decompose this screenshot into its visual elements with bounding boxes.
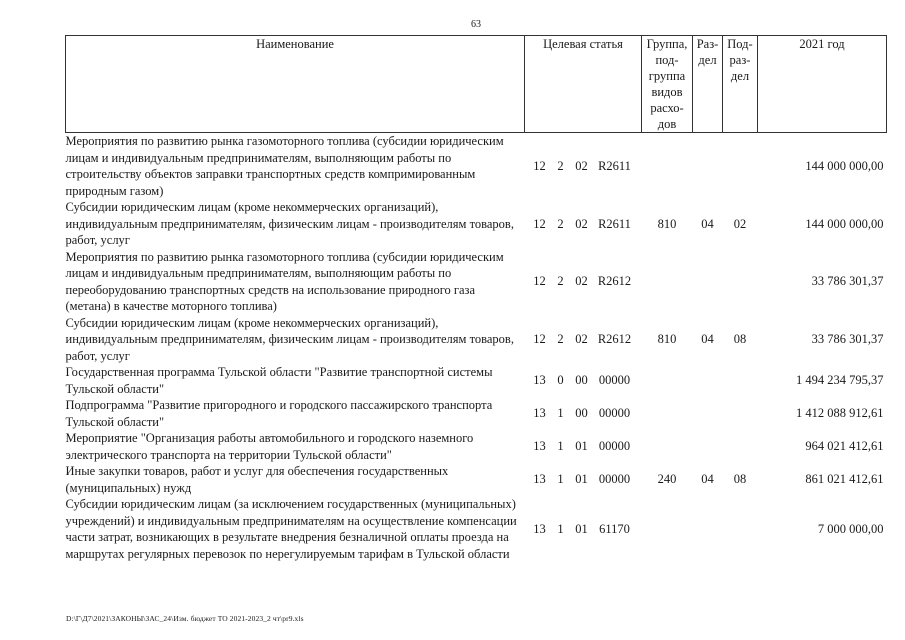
row-group (642, 133, 693, 200)
target-article-code (525, 405, 642, 422)
target-article-event: 02 (575, 158, 588, 173)
target-article-code (525, 273, 642, 290)
row-subsection (723, 249, 758, 315)
row-target-article (525, 496, 642, 562)
target-article-direction: 00000 (598, 472, 631, 487)
row-target-article (525, 364, 642, 397)
row-subsection (723, 430, 758, 463)
target-article-subprogram: 2 (557, 158, 564, 173)
row-name: Подпрограмма "Развитие пригородного и городского пассажирского транспорта Тульской области" (65, 398, 493, 429)
target-article-program: 13 (533, 472, 546, 487)
row-section (693, 249, 723, 315)
target-article-subprogram: 0 (557, 373, 564, 388)
table-row (66, 430, 887, 463)
row-group (642, 397, 693, 430)
budget-table (65, 35, 887, 562)
row-amount: 964 021 412,61 (805, 439, 884, 454)
target-article-event: 02 (575, 332, 588, 346)
target-article-program: 12 (533, 158, 546, 173)
row-name: Мероприятие "Организация работы автомобильного и городского наземного электрического транспорта на территории Тульской области" (65, 431, 474, 462)
row-amount: 861 021 412,61 (805, 472, 884, 487)
target-article-event: 01 (575, 439, 588, 454)
row-group (642, 249, 693, 315)
row-name: Субсидии юридическим лицам (за исключением государственных (муниципальных) учреждений) и индивидуальным предпринимателям на осуществление компенсации части затрат, возникающих в результате внедрения безналичной оплаты проезда на маршрутах регулярных перевозок по нерегулируемым тарифам в Тульской области (65, 497, 517, 561)
row-section: 04 (701, 332, 714, 346)
row-subsection (723, 364, 758, 397)
row-group: 240 (657, 472, 677, 487)
target-article-code (525, 438, 642, 455)
row-section (693, 397, 723, 430)
row-target-article (525, 463, 642, 496)
row-name: Государственная программа Тульской области "Развитие транспортной системы Тульской области" (65, 365, 493, 396)
row-target-article (525, 315, 642, 365)
row-amount: 7 000 000,00 (817, 521, 884, 536)
target-article-subprogram: 2 (557, 216, 564, 231)
row-subsection (723, 133, 758, 200)
target-article-direction: R2611 (598, 216, 631, 231)
table-row (66, 463, 887, 496)
target-article-event: 01 (575, 472, 588, 487)
target-article-program: 12 (533, 332, 546, 346)
target-article-direction: 61170 (599, 521, 630, 536)
row-subsection (723, 496, 758, 562)
row-name: Субсидии юридическим лицам (кроме некоммерческих организаций), индивидуальным предпринимателям, физическим лицам - производителям товаров, работ, услуг (65, 315, 514, 363)
target-article-code (525, 521, 642, 538)
target-article-program: 12 (533, 216, 546, 231)
footer-file-path: D:\Г\Д7\2021\ЗАКОНЫ\ЗАС_24\Изм. бюджет ТО 2021-2023_2 чт\pr9.xls (66, 614, 304, 623)
target-article-code (525, 216, 642, 233)
header-year: 2021 год (758, 36, 887, 133)
row-group (642, 430, 693, 463)
target-article-code (525, 372, 642, 389)
row-amount: 144 000 000,00 (805, 158, 884, 173)
row-target-article (525, 397, 642, 430)
row-target-article (525, 133, 642, 200)
row-group (642, 364, 693, 397)
row-section: 04 (701, 216, 714, 231)
target-article-subprogram: 1 (557, 439, 564, 454)
target-article-event: 01 (575, 521, 588, 536)
table-body (66, 133, 887, 563)
target-article-direction: 00000 (598, 373, 631, 388)
row-section: 04 (701, 472, 714, 487)
row-target-article (525, 430, 642, 463)
row-group: 810 (657, 216, 677, 231)
target-article-direction: 00000 (598, 439, 631, 454)
row-name: Субсидии юридическим лицам (кроме некоммерческих организаций), индивидуальным предпринимателям, физическим лицам - производителям товаров, работ, услуг (65, 200, 514, 247)
target-article-subprogram: 1 (557, 472, 564, 487)
target-article-subprogram: 1 (557, 406, 564, 421)
row-amount: 33 786 301,37 (811, 274, 884, 289)
target-article-event: 00 (575, 406, 588, 421)
target-article-event: 02 (575, 274, 588, 289)
row-section (693, 133, 723, 200)
table-row (66, 364, 887, 397)
table-row (66, 249, 887, 315)
target-article-program: 13 (533, 439, 546, 454)
target-article-direction: R2612 (597, 332, 632, 346)
row-target-article (525, 249, 642, 315)
target-article-subprogram: 2 (557, 332, 564, 346)
row-amount: 1 494 234 795,37 (796, 373, 884, 388)
table-row (66, 199, 887, 249)
header-section: Раз-дел (693, 36, 723, 133)
row-group (642, 496, 693, 562)
row-section (693, 496, 723, 562)
row-amount: 1 412 088 912,61 (796, 406, 884, 421)
table-row (66, 397, 887, 430)
header-subsection: Под-раз-дел (723, 36, 758, 133)
table-row (66, 133, 887, 200)
header-name: Наименование (66, 36, 525, 133)
page-number: 63 (471, 19, 481, 30)
target-article-direction: R2612 (597, 274, 632, 289)
target-article-program: 13 (533, 406, 546, 421)
target-article-direction: 00000 (598, 406, 631, 421)
row-group: 810 (657, 332, 677, 346)
row-subsection (723, 397, 758, 430)
row-name: Мероприятия по развитию рынка газомоторного топлива (субсидии юридическим лицам и индивидуальным предпринимателям, выполняющим работы по переоборудованию транспортных средств на использование природного газа (метана) в качестве моторного топлива) (65, 249, 504, 313)
target-article-program: 13 (533, 373, 546, 388)
target-article-event: 00 (575, 373, 588, 388)
target-article-program: 12 (533, 274, 546, 289)
row-name: Иные закупки товаров, работ и услуг для обеспечения государственных (муниципальных) нужд (65, 464, 449, 495)
row-amount: 33 786 301,37 (811, 332, 884, 346)
target-article-subprogram: 1 (557, 521, 564, 536)
header-group: Группа, под-группа видов расхо-дов (642, 36, 693, 133)
target-article-program: 13 (533, 521, 546, 536)
target-article-code (525, 331, 642, 348)
row-section (693, 430, 723, 463)
target-article-code (525, 471, 642, 488)
table-row (66, 496, 887, 562)
row-subsection: 02 (733, 216, 747, 231)
row-target-article (525, 199, 642, 249)
target-article-direction: R2611 (598, 158, 631, 173)
table-header-row (66, 36, 887, 133)
target-article-event: 02 (575, 216, 588, 231)
row-subsection: 08 (733, 332, 747, 346)
row-subsection: 08 (733, 472, 747, 487)
table-row (66, 315, 887, 365)
target-article-subprogram: 2 (557, 274, 564, 289)
row-amount: 144 000 000,00 (805, 216, 884, 231)
header-target-article: Целевая статья (525, 36, 642, 133)
row-section (693, 364, 723, 397)
target-article-code (525, 158, 642, 175)
row-name: Мероприятия по развитию рынка газомоторного топлива (субсидии юридическим лицам и индивидуальным предпринимателям, выполняющим работы по строительству объектов заправки транспортных средств компримированным природным газом) (65, 134, 504, 198)
